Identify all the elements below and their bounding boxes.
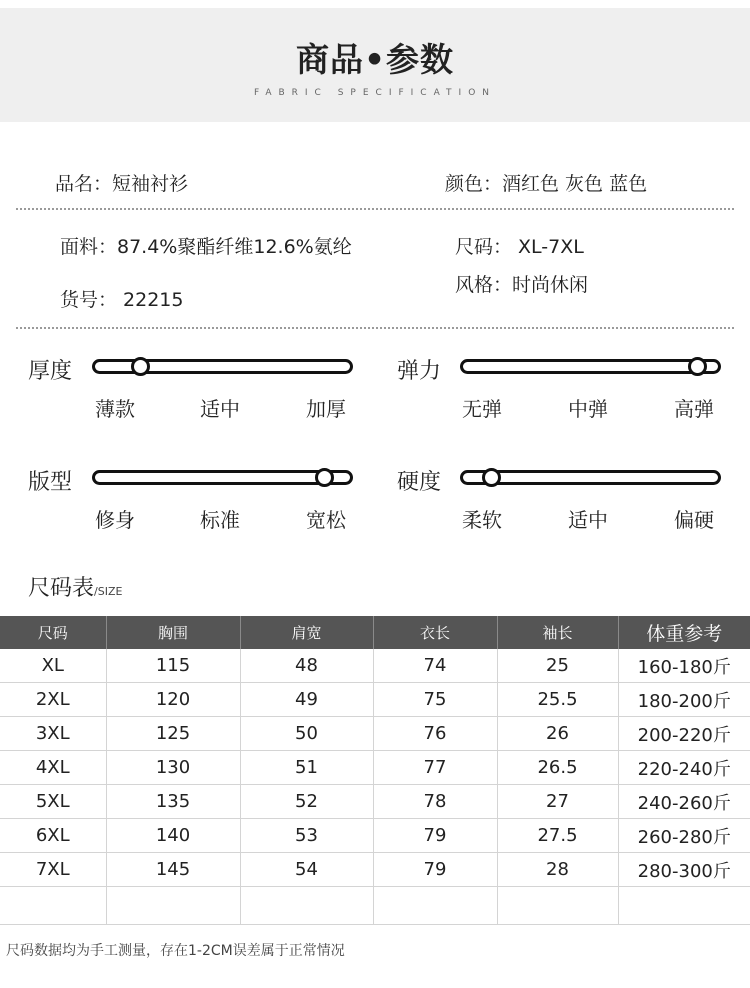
slider-tick: 宽松	[306, 508, 346, 532]
table-cell: 25.5	[497, 683, 618, 717]
slider-track-thickness	[92, 359, 353, 374]
page-subtitle: FABRIC SPECIFICATION	[253, 88, 497, 98]
table-cell: 74	[373, 649, 497, 683]
table-cell-empty	[240, 887, 373, 925]
product-item-number: 货号： 22215	[60, 289, 184, 311]
slider-knob-elasticity	[688, 357, 707, 376]
slider-tick: 加厚	[306, 397, 346, 421]
table-cell-empty	[618, 887, 750, 925]
table-cell: 48	[240, 649, 373, 683]
table-cell: 125	[106, 717, 240, 751]
table-cell-empty	[106, 887, 240, 925]
slider-knob-hardness	[482, 468, 501, 487]
table-cell: XL	[0, 649, 106, 683]
slider-track-elasticity	[460, 359, 721, 374]
slider-tick: 标准	[200, 508, 240, 532]
table-row	[0, 683, 750, 717]
table-cell: 260-280斤	[618, 819, 750, 853]
table-cell: 27.5	[497, 819, 618, 853]
table-cell: 5XL	[0, 785, 106, 819]
table-cell: 50	[240, 717, 373, 751]
header-cell: 体重参考	[618, 616, 750, 649]
header-cell: 袖长	[497, 616, 618, 649]
table-cell: 3XL	[0, 717, 106, 751]
slider-label-elasticity: 弹力	[397, 359, 442, 384]
table-cell: 77	[373, 751, 497, 785]
divider	[16, 327, 734, 329]
product-fabric: 面料：87.4%聚酯纤维12.6%氨纶	[60, 236, 352, 258]
header-cell: 肩宽	[240, 616, 373, 649]
slider-tick: 适中	[200, 397, 240, 421]
table-cell: 240-260斤	[618, 785, 750, 819]
slider-label-hardness: 硬度	[397, 470, 442, 495]
size-table-title	[28, 571, 122, 602]
table-cell: 130	[106, 751, 240, 785]
table-cell: 52	[240, 785, 373, 819]
size-table-title-suffix: /SIZE	[94, 585, 123, 598]
size-table-header-row	[0, 616, 750, 649]
table-cell: 54	[240, 853, 373, 887]
slider-tick: 适中	[568, 508, 608, 532]
table-row	[0, 785, 750, 819]
table-cell: 220-240斤	[618, 751, 750, 785]
product-name: 品名：短袖衬衫	[55, 173, 189, 195]
slider-tick: 薄款	[95, 397, 135, 421]
table-cell-empty	[0, 887, 106, 925]
table-cell: 53	[240, 819, 373, 853]
slider-tick: 无弹	[462, 397, 502, 421]
header-cell: 尺码	[0, 616, 106, 649]
slider-track-fit	[92, 470, 353, 485]
table-cell: 6XL	[0, 819, 106, 853]
table-cell: 79	[373, 853, 497, 887]
table-row	[0, 819, 750, 853]
product-size-range: 尺码： XL-7XL	[455, 236, 584, 258]
table-row-empty	[0, 887, 750, 925]
table-cell: 51	[240, 751, 373, 785]
header-cell: 胸围	[106, 616, 240, 649]
table-cell: 2XL	[0, 683, 106, 717]
table-cell: 76	[373, 717, 497, 751]
slider-knob-thickness	[131, 357, 150, 376]
table-row	[0, 751, 750, 785]
table-cell: 135	[106, 785, 240, 819]
size-table	[0, 616, 750, 925]
slider-tick: 柔软	[462, 508, 502, 532]
table-cell: 28	[497, 853, 618, 887]
table-row	[0, 853, 750, 887]
table-cell: 78	[373, 785, 497, 819]
table-cell: 26.5	[497, 751, 618, 785]
table-cell: 140	[106, 819, 240, 853]
slider-tick: 偏硬	[674, 508, 714, 532]
table-cell: 120	[106, 683, 240, 717]
table-cell: 4XL	[0, 751, 106, 785]
table-cell: 7XL	[0, 853, 106, 887]
slider-tick: 修身	[95, 508, 135, 532]
table-cell: 145	[106, 853, 240, 887]
slider-track-hardness	[460, 470, 721, 485]
product-color: 颜色：酒红色 灰色 蓝色	[445, 173, 648, 195]
divider	[16, 208, 734, 210]
size-table-title-text: 尺码表	[28, 576, 95, 601]
table-cell-empty	[373, 887, 497, 925]
slider-tick: 中弹	[568, 397, 608, 421]
page-title: 商品•参数	[295, 40, 455, 79]
table-cell: 160-180斤	[618, 649, 750, 683]
slider-knob-fit	[315, 468, 334, 487]
size-table-body	[0, 649, 750, 925]
table-row	[0, 717, 750, 751]
table-cell-empty	[497, 887, 618, 925]
table-cell: 26	[497, 717, 618, 751]
footnote: 尺码数据均为手工测量，存在1-2CM误差属于正常情况	[6, 943, 345, 959]
table-cell: 280-300斤	[618, 853, 750, 887]
slider-tick: 高弹	[674, 397, 714, 421]
table-cell: 75	[373, 683, 497, 717]
table-cell: 115	[106, 649, 240, 683]
table-row	[0, 649, 750, 683]
table-cell: 180-200斤	[618, 683, 750, 717]
product-style: 风格：时尚休闲	[455, 274, 589, 296]
table-cell: 200-220斤	[618, 717, 750, 751]
slider-label-fit: 版型	[28, 470, 73, 495]
slider-label-thickness: 厚度	[28, 359, 73, 384]
header-cell: 衣长	[373, 616, 497, 649]
table-cell: 79	[373, 819, 497, 853]
table-cell: 49	[240, 683, 373, 717]
table-cell: 27	[497, 785, 618, 819]
table-cell: 25	[497, 649, 618, 683]
